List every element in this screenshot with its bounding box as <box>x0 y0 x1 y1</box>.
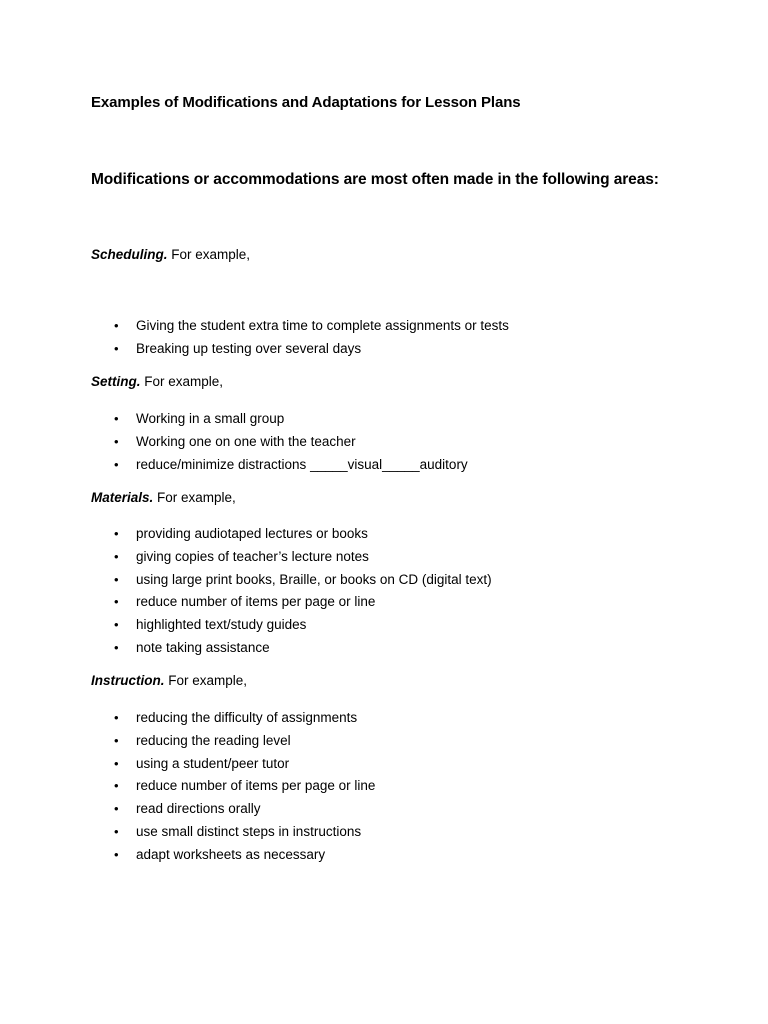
section-suffix: For example, <box>164 673 248 688</box>
section-suffix: For example, <box>167 247 251 262</box>
document-title: Examples of Modifications and Adaptations for Lesson Plans <box>91 94 521 111</box>
bullet-icon: • <box>114 617 119 633</box>
list-item-text: using large print books, Braille, or books on CD (digital text) <box>136 571 492 587</box>
bullet-icon: • <box>114 548 119 564</box>
bullet-icon: • <box>114 433 119 449</box>
bullet-icon: • <box>114 732 119 748</box>
list-item-text: providing audiotaped lectures or books <box>136 526 368 541</box>
bullet-icon: • <box>114 411 119 426</box>
list-item-text: Giving the student extra time to complete assignments or tests <box>136 318 509 333</box>
list-item-text: Breaking up testing over several days <box>136 340 362 356</box>
section-heading-scheduling <box>91 247 250 262</box>
list-item-text: adapt worksheets as necessary <box>136 846 326 862</box>
section-label: Materials. <box>91 490 154 505</box>
list-item-text: Working one on one with the teacher <box>136 433 356 449</box>
bullet-icon: • <box>114 526 119 541</box>
bullet-icon: • <box>114 639 119 655</box>
bullet-icon: • <box>114 571 119 587</box>
section-label: Instruction. <box>91 673 165 688</box>
list-item-text: use small distinct steps in instructions <box>136 823 362 839</box>
section-suffix: For example, <box>153 490 236 505</box>
section-heading-materials <box>91 490 236 505</box>
document-subtitle: Modifications or accommodations are most often made in the following areas: <box>91 171 659 188</box>
list-item-text: reduce/minimize distractions _____visual_____auditory <box>136 456 468 472</box>
bullet-icon: • <box>114 755 119 771</box>
section-label: Setting. <box>91 374 141 389</box>
bullet-icon: • <box>114 823 119 839</box>
list-item-text: reduce number of items per page or line <box>136 778 376 794</box>
list-item-text: Working in a small group <box>136 411 285 426</box>
bullet-icon: • <box>114 318 119 333</box>
bullet-icon: • <box>114 846 119 862</box>
bullet-icon: • <box>114 801 119 817</box>
bullet-icon: • <box>114 456 119 472</box>
list-item-text: reducing the difficulty of assignments <box>136 710 358 725</box>
bullet-icon: • <box>114 340 119 356</box>
section-heading-instruction <box>91 673 247 688</box>
list-item-text: reducing the reading level <box>136 732 291 748</box>
bullet-icon: • <box>114 594 119 610</box>
section-suffix: For example, <box>140 374 224 389</box>
bullet-icon: • <box>114 778 119 794</box>
list-item-text: reduce number of items per page or line <box>136 594 376 610</box>
list-item-text: giving copies of teacher’s lecture notes <box>136 548 369 564</box>
list-item-text: note taking assistance <box>136 639 270 655</box>
list-item-text: using a student/peer tutor <box>136 755 290 771</box>
list-item-text: read directions orally <box>136 801 261 817</box>
bullet-icon: • <box>114 710 119 725</box>
section-label: Scheduling. <box>91 247 168 262</box>
list-item-text: highlighted text/study guides <box>136 617 307 633</box>
section-heading-setting <box>91 374 223 389</box>
